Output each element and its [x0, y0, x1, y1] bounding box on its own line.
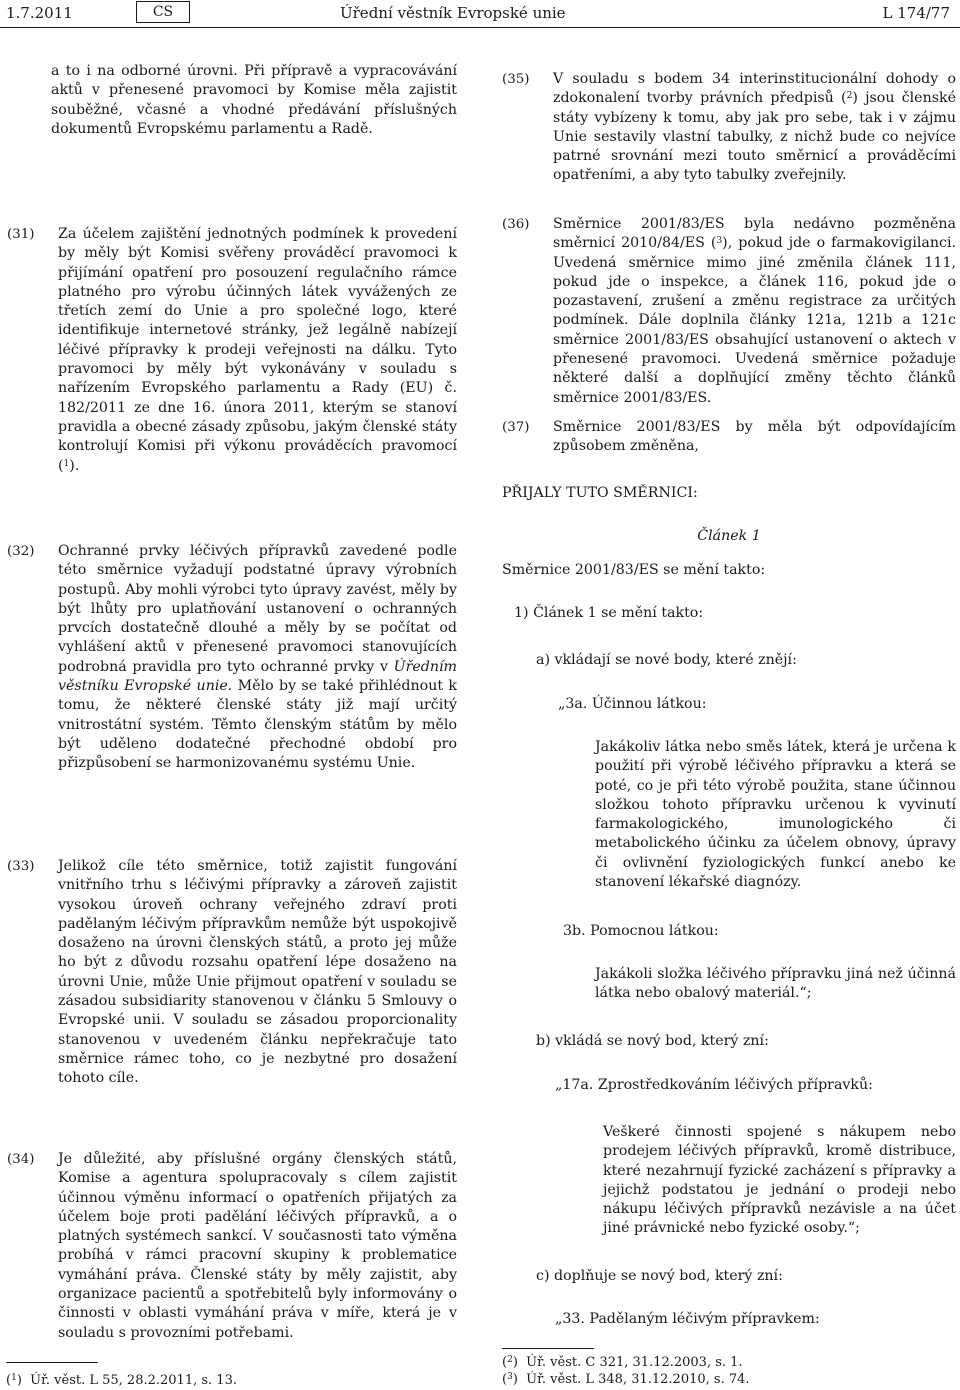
recital-text: Směrnice 2001/83/ES byla nedávno pozměněna směrnicí 2010/84/ES ( [553, 216, 956, 252]
definition-3b-heading: 3b. Pomocnou látkou: [563, 923, 719, 939]
footnote-ref[interactable]: 3 [716, 236, 723, 247]
footnote-text: Úř. věst. L 55, 28.2.2011, s. 13. [30, 1373, 237, 1388]
definition-33-heading: „33. Padělaným léčivým přípravkem: [555, 1311, 820, 1327]
recital-number: (37) [502, 420, 530, 435]
header-rule [0, 27, 960, 28]
recital-number: (32) [7, 544, 35, 559]
item-b: b) vkládá se nový bod, který zní: [536, 1033, 769, 1049]
journal-header [0, 0, 960, 32]
footnote-rule [6, 1362, 98, 1363]
recital-text: Ochranné prvky léčivých přípravků zavedené podle této směrnice vyžadují podstatné úpravy výrobních postupů. Aby mohli výrobci tyto úpravy zavést, měly by být lhůty pro uplatňování ustanovení o ochranných prvcích dostatečně dlouhé a měly by se počítat od vyhlášení aktů v přenesené pravomoci stanovujících podrobná pravidla pro tyto ochranné prvky v [58, 543, 457, 675]
definition-3a [595, 738, 956, 892]
recital-number: (35) [502, 72, 530, 87]
page-reference: L 174/77 [882, 4, 950, 22]
footnote-1: ($^1$) Úř. věst. L 55, 28.2.2011, s. 13. [6, 1373, 237, 1388]
definition-text: Jakákoli složka léčivého přípravku jiná než účinná látka nebo obalový materiál.“; [595, 966, 956, 1002]
recital-number: (33) [7, 859, 35, 874]
definition-17a-heading: „17a. Zprostředkováním léčivých přípravků: [555, 1077, 873, 1093]
footnote-text: Úř. věst. L 348, 31.12.2010, s. 74. [526, 1372, 750, 1387]
definition-text: Veškeré činnosti spojené s nákupem nebo prodejem léčivých přípravků, kromě distribuce, které nezahrnují fyzické zacházení s přípravky a jejichž podstatou je jednání o prodeji nebo nákupu léčivých přípravků nezávisle a na účet jiné právnické nebo fyzické osoby.“; [603, 1124, 956, 1237]
item-c: c) doplňuje se nový bod, který zní: [536, 1268, 783, 1284]
footnote-ref[interactable]: 2 [846, 91, 853, 102]
recital-text-end: ) jsou členské státy vybízeny k tomu, aby jak pro sebe, tak i v zájmu Unie sestavily vlastní tabulky, z nichž bude co nejvíce patrné srovnání mezi touto směrnicí a prováděcími opatřeními, a aby tyto tabulky zveřejnily. [553, 90, 956, 184]
footnote-marker: 1 [11, 1373, 17, 1383]
recital-text-end: ), pokud jde o farmakovigilanci. Uvedená směrnice mimo jiné změnila článek 111, pokud jde o inspekce, a článek 116, pokud jde o pozastavení, zrušení a změnu registrace za určitých podmínek. Dále doplnila články 121a, 121b a 121c směrnice 2001/83/ES obsahující ustanovení o aktech v přenesené pravomoci. Uvedená směrnice požaduje některé další a doplňující změny těchto článků směrnice 2001/83/ES. [553, 235, 956, 406]
recital-text: Je důležité, aby příslušné orgány členských států, Komise a agentura spolupracovaly s cílem zajistit účinnou výměnu informací o opatřeních přijatých za účelem boje proti padělání léčivých přípravků, a o platných systémech sankcí. V současnosti tato výměna probíhá v rámci pracovní skupiny k problematice vymáhání práva. Členské státy by měly zajistit, aby organizace pacientů a spotřebitelů byly informovány o činnosti v oblasti vymáhání práva v míře, která je v souladu s provozními potřebami. [58, 1151, 457, 1341]
publication-date: 1.7.2011 [6, 4, 73, 22]
footnote-marker: 2 [507, 1355, 513, 1365]
journal-title: Úřední věstník Evropské unie [340, 4, 566, 22]
recital-text: Za účelem zajištění jednotných podmínek k provedení by měly být Komisi svěřeny prováděcí pravomoci k přijímání opatření pro posouzení regulačního rámce platného pro výrobu účinných látek vyvážených ze třetích zemí do Unie a pro společné logo, které identifikuje internetové stránky, jež legálně nabízejí léčivé přípravky k prodeji veřejnosti na dálku. Tyto pravomoci by měly být vykonávány v souladu s nařízením Evropského parlamentu a Rady (EU) č. 182/2011 ze dne 16. února 2011, kterým se stanoví pravidla a obecné zásady způsobu, jakým členské státy kontrolují Komisi při výkonu prováděcích pravomocí ( [58, 226, 457, 474]
intro-text: a to i na odborné úrovni. Při přípravě a vypracovávání aktů v přenesené pravomoci by Komise měla zajistit souběžné, včasné a vhodné předávání příslušných dokumentů Evropskému parlamentu a Radě. [51, 63, 457, 137]
footnote-rule [502, 1348, 594, 1349]
intro-paragraph [51, 62, 457, 139]
definition-text: Jakákoliv látka nebo směs látek, která je určena k použití při výrobě léčivého přípravku a která se poté, co je při této výrobě použita, stane účinnou složkou tohoto přípravku určenou k vyvinutí farmakologického, imunologického či metabolického účinku za účelem obnovy, úpravy či ovlivnění fyziologických funkcí anebo ke stanovení lékařské diagnózy. [595, 739, 956, 891]
recital-text: Jelikož cíle této směrnice, totiž zajistit fungování vnitřního trhu s léčivými přípravky a zároveň zajistit vysokou úroveň ochrany veřejného zdraví proti padělaným léčivým přípravkům nemůže být uspokojivě dosaženo na úrovni členských států, a proto jej může ho být z důvodu rozsahu opatření lépe dosaženo na úrovni Unie, může Unie přijmout opatření v souladu se zásadou subsidiarity stanovenou v článku 5 Smlouvy o Evropské unii. V souladu se zásadou proporcionality stanovenou v uvedeném článku nepřekračuje tato směrnice rámec toho, co je nezbytné pro dosažení tohoto cíle. [58, 858, 457, 1087]
item-1: 1) Článek 1 se mění takto: [514, 605, 704, 621]
recital-text-end: ). [69, 457, 80, 474]
article-heading: Článek 1 [697, 528, 761, 544]
language-badge: CS [136, 1, 190, 23]
footnote-text: Úř. věst. C 321, 31.12.2003, s. 1. [526, 1355, 743, 1370]
item-a: a) vkládají se nové body, které znějí: [536, 652, 797, 668]
definition-3a-heading: „3a. Účinnou látkou: [558, 696, 707, 712]
recital-number: (36) [502, 217, 530, 232]
definition-3b [595, 965, 956, 1004]
recital-text: Směrnice 2001/83/ES by měla být odpovídajícím způsobem změněna, [553, 419, 956, 455]
recital-number: (34) [7, 1152, 35, 1167]
recital-text: V souladu s bodem 34 interinstitucionální dohody o zdokonalení tvorby právních předpisů ( [553, 71, 956, 107]
adoption-formula: PŘIJALY TUTO SMĚRNICI: [502, 485, 698, 501]
recital-number: (31) [7, 227, 35, 242]
footnote-2: ($^2$) Úř. věst. C 321, 31.12.2003, s. 1. [502, 1355, 743, 1370]
recital-text-end: . Mělo by se také přihlédnout k tomu, že některé členské státy již mají určitý vnitrostátní systém. Těmto členským státům by mělo být uděleno dodatečné přechodné období pro přizpůsobení se harmonizovanému systému Unie. [58, 678, 457, 772]
journal-name-italic: Úředním věstníku Evropské unie [58, 658, 457, 695]
amendment-intro: Směrnice 2001/83/ES se mění takto: [502, 562, 766, 578]
definition-17a [603, 1123, 956, 1239]
footnote-3: ($^3$) Úř. věst. L 348, 31.12.2010, s. 74. [502, 1372, 750, 1387]
footnote-ref[interactable]: 1 [63, 458, 70, 469]
footnote-marker: 3 [507, 1372, 513, 1382]
